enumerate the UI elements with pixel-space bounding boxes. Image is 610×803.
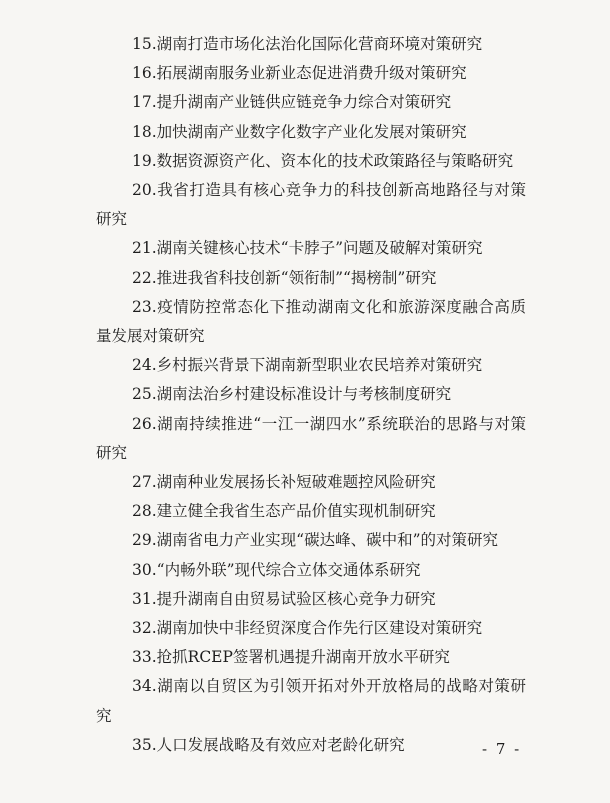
list-item: 35.人口发展战略及有效应对老龄化研究 (132, 735, 405, 754)
list-item: 28.建立健全我省生态产品价值实现机制研究 (132, 502, 436, 521)
list-item: 21.湖南关键核心技术“卡脖子”问题及破解对策研究 (132, 239, 483, 258)
list-item: 27.湖南种业发展扬长补短破难题控风险研究 (132, 473, 436, 492)
list-item: 25.湖南法治乡村建设标准设计与考核制度研究 (132, 385, 452, 404)
list-item: 17.提升湖南产业链供应链竞争力综合对策研究 (132, 93, 452, 112)
topic-list (96, 30, 526, 760)
list-item: 29.湖南省电力产业实现“碳达峰、碳中和”的对策研究 (132, 531, 498, 550)
list-item: 16.拓展湖南服务业新业态促进消费升级对策研究 (132, 64, 467, 83)
list-item: 22.推进我省科技创新“领衔制”“揭榜制”研究 (132, 268, 437, 287)
list-item: 19.数据资源资产化、资本化的技术政策路径与策略研究 (132, 151, 514, 170)
list-item: 34.湖南以自贸区为引领开拓对外开放格局的战略对策研究 (96, 677, 526, 725)
list-item: 20.我省打造具有核心竞争力的科技创新高地路径与对策研究 (96, 181, 526, 229)
list-item: 31.提升湖南自由贸易试验区核心竞争力研究 (132, 589, 436, 608)
list-item: 15.湖南打造市场化法治化国际化营商环境对策研究 (132, 35, 483, 53)
page-number: - 7 - (482, 740, 522, 758)
list-item: 32.湖南加快中非经贸深度合作先行区建设对策研究 (132, 619, 483, 638)
list-item: 18.加快湖南产业数字化数字产业化发展对策研究 (132, 122, 467, 141)
list-item: 23.疫情防控常态化下推动湖南文化和旅游深度融合高质量发展对策研究 (96, 297, 526, 346)
list-item: 24.乡村振兴背景下湖南新型职业农民培养对策研究 (132, 356, 483, 375)
list-item: 33.抢抓RCEP签署机遇提升湖南开放水平研究 (132, 648, 450, 667)
list-item: 30.“内畅外联”现代综合立体交通体系研究 (132, 560, 421, 579)
list-item: 26.湖南持续推进“一江一湖四水”系统联治的思路与对策研究 (96, 414, 526, 462)
